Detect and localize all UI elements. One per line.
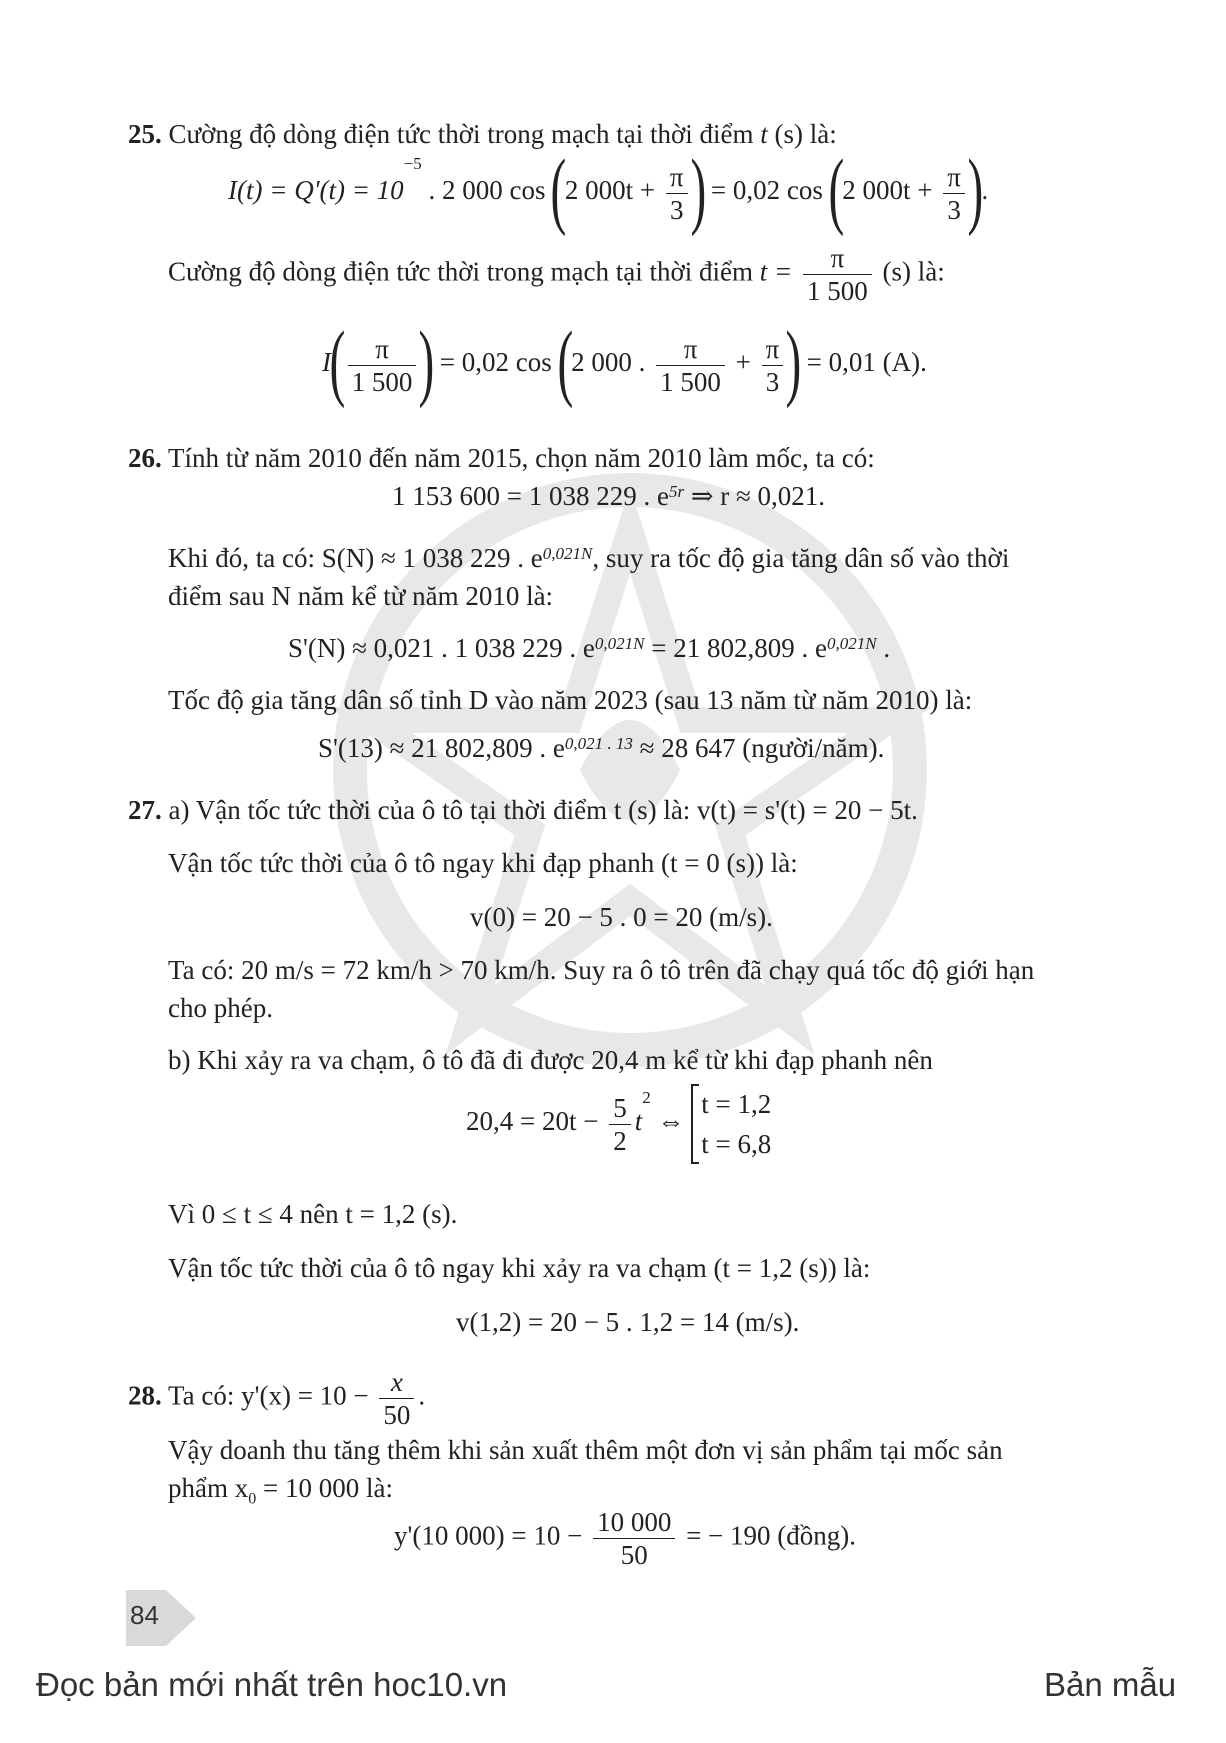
footer-sample-label: Bản mẫu bbox=[1044, 1666, 1177, 1703]
case-bracket bbox=[691, 1084, 771, 1164]
text: Khi đó, ta có: S(N) ≈ 1 038 229 . e bbox=[168, 543, 543, 573]
fraction: $\frac{\pi}{3}$ bbox=[762, 333, 784, 398]
math: t = 1,2 bbox=[701, 1089, 772, 1119]
math: y'(10 000) = 10 − bbox=[394, 1520, 583, 1551]
math: t bbox=[634, 1106, 643, 1137]
text: (s) là: bbox=[774, 119, 837, 149]
math: 2 000t + bbox=[842, 175, 933, 206]
math: . bbox=[883, 633, 891, 663]
math: t = 6,8 bbox=[701, 1129, 772, 1159]
math: = 0,02 cos bbox=[439, 347, 552, 378]
formula-27-2 bbox=[466, 1084, 771, 1164]
formula-25-1: $I(t) = Q'(t) = 10^{-5}$ . 2 000 cos (2 000t + $\frac{\pi}{3}$ ) = 0,02 cos (2 000t + $\frac{\pi}{3}$ ). bbox=[228, 141, 989, 237]
problem-27-line-5: b) Khi xảy ra va chạm, ô tô đã đi được 20,4 m kể từ khi đạp phanh nên bbox=[168, 1045, 933, 1075]
math: = 21 802,809 . e bbox=[651, 633, 827, 663]
math: S'(N) ≈ 0,021 . 1 038 229 . e bbox=[288, 633, 595, 663]
math: . 2 000 cos bbox=[428, 175, 546, 206]
text: Tính từ năm 2010 đến năm 2015, chọn năm 2010 làm mốc, ta có: bbox=[168, 443, 875, 473]
problem-27-line-3: Ta có: 20 m/s = 72 km/h > 70 km/h. Suy ra ô tô trên đã chạy quá tốc độ giới hạn bbox=[168, 955, 1035, 985]
math: = − 190 (đồng). bbox=[686, 1520, 856, 1551]
math: = 0,02 cos bbox=[710, 175, 823, 206]
math: = 0,01 (A). bbox=[806, 347, 927, 378]
formula-27-3: v(1,2) = 20 − 5 . 1,2 = 14 (m/s). bbox=[456, 1307, 800, 1337]
formula-26-2 bbox=[288, 630, 890, 666]
fraction: $\frac{\pi}{1 500}$ bbox=[348, 333, 417, 398]
text: phẩm x bbox=[168, 1473, 249, 1503]
text: = 10 000 là: bbox=[256, 1473, 393, 1503]
math: ≈ 28 647 (người/năm). bbox=[639, 733, 885, 763]
math: + bbox=[735, 347, 751, 378]
problem-26-line-2 bbox=[168, 540, 1009, 576]
math: ⇒ r ≈ 0,021. bbox=[690, 481, 826, 511]
math: 0,021N bbox=[826, 634, 877, 653]
fraction: $\frac{x}{50}$ bbox=[379, 1366, 414, 1431]
problem-28-line-1 bbox=[128, 1366, 425, 1431]
problem-27-line-6: Vì 0 ≤ t ≤ 4 nên t = 1,2 (s). bbox=[168, 1199, 458, 1229]
math: 2 bbox=[642, 1088, 651, 1107]
text: . bbox=[418, 1380, 426, 1411]
text: (s) là: bbox=[882, 256, 945, 287]
problem-number: 27. bbox=[128, 795, 162, 825]
problem-25-line-1: 25. Cường độ dòng điện tức thời trong mạch tại thời điểm t (s) là: bbox=[128, 119, 837, 149]
problem-27-line-4: cho phép. bbox=[168, 993, 273, 1023]
problem-27-line-7: Vận tốc tức thời của ô tô ngay khi xảy ra va chạm (t = 1,2 (s)) là: bbox=[168, 1253, 871, 1283]
formula-25-2: I( $\frac{\pi}{1 500}$ ) = 0,02 cos (2 000 . $\frac{\pi}{1 500}$ + $\frac{\pi}{3}$ ) = 0,01 (A). bbox=[322, 313, 927, 409]
math: 1 153 600 = 1 038 229 . e bbox=[392, 481, 669, 511]
math: I(t) = Q'(t) = 10 bbox=[228, 175, 404, 206]
math: 0,021N bbox=[542, 544, 593, 563]
problem-28-line-3 bbox=[168, 1470, 393, 1517]
problem-number: 28. bbox=[128, 1380, 162, 1411]
math: S'(13) ≈ 21 802,809 . e bbox=[318, 733, 565, 763]
problem-27-line-2: Vận tốc tức thời của ô tô ngay khi đạp phanh (t = 0 (s)) là: bbox=[168, 848, 798, 878]
text: a) Vận tốc tức thời của ô tô tại thời điểm t (s) là: v(t) = s'(t) = 20 − 5t. bbox=[168, 795, 918, 825]
fraction: $\frac{10 000}{50}$ bbox=[593, 1506, 675, 1571]
text: Cường độ dòng điện tức thời trong mạch tại thời điểm bbox=[168, 119, 754, 149]
math: ⇔ bbox=[657, 1106, 685, 1137]
formula-26-3 bbox=[318, 730, 884, 766]
formula-26-1 bbox=[392, 478, 825, 514]
fraction: $\frac{5}{2}$ bbox=[609, 1092, 631, 1157]
problem-26-line-3: điểm sau N năm kể từ năm 2010 là: bbox=[168, 581, 554, 611]
formula-27-1: v(0) = 20 − 5 . 0 = 20 (m/s). bbox=[470, 902, 773, 932]
problem-number: 25. bbox=[128, 119, 162, 149]
text: , suy ra tốc độ gia tăng dân số vào thời bbox=[592, 543, 1010, 573]
problem-26-line-1 bbox=[128, 440, 875, 476]
fraction: $\frac{\pi}{1 500}$ bbox=[803, 242, 872, 307]
math: 2 000t + bbox=[564, 175, 656, 206]
footer-link-text: Đọc bản mới nhất trên hoc10.vn bbox=[36, 1666, 508, 1703]
page-number: 84 bbox=[130, 1600, 159, 1630]
fraction: $\frac{\pi}{3}$ bbox=[666, 161, 688, 226]
text: Cường độ dòng điện tức thời trong mạch tại thời điểm bbox=[168, 256, 754, 287]
math: Ta có: y'(x) = 10 − bbox=[168, 1380, 369, 1411]
formula-28-1 bbox=[394, 1506, 856, 1571]
math: 0,021N bbox=[594, 634, 645, 653]
math: 2 000 . bbox=[571, 347, 646, 378]
math: t = bbox=[759, 256, 793, 287]
math: I bbox=[322, 347, 331, 378]
math: −5 bbox=[403, 154, 422, 173]
math: 20,4 = 20t − bbox=[466, 1106, 599, 1137]
problem-26-line-4: Tốc độ gia tăng dân số tỉnh D vào năm 2023 (sau 13 năm từ năm 2010) là: bbox=[168, 685, 973, 715]
problem-number: 26. bbox=[128, 443, 162, 473]
math: 0 bbox=[248, 1490, 257, 1508]
fraction: $\frac{\pi}{1 500}$ bbox=[656, 333, 725, 398]
fraction: $\frac{\pi}{3}$ bbox=[943, 161, 965, 226]
problem-25-line-2 bbox=[168, 242, 945, 307]
math: 0,021 . 13 bbox=[564, 734, 633, 753]
problem-28-line-2: Vậy doanh thu tăng thêm khi sản xuất thêm một đơn vị sản phẩm tại mốc sản bbox=[168, 1435, 1003, 1465]
problem-27-line-1 bbox=[128, 792, 918, 828]
math: 5r bbox=[668, 482, 685, 501]
